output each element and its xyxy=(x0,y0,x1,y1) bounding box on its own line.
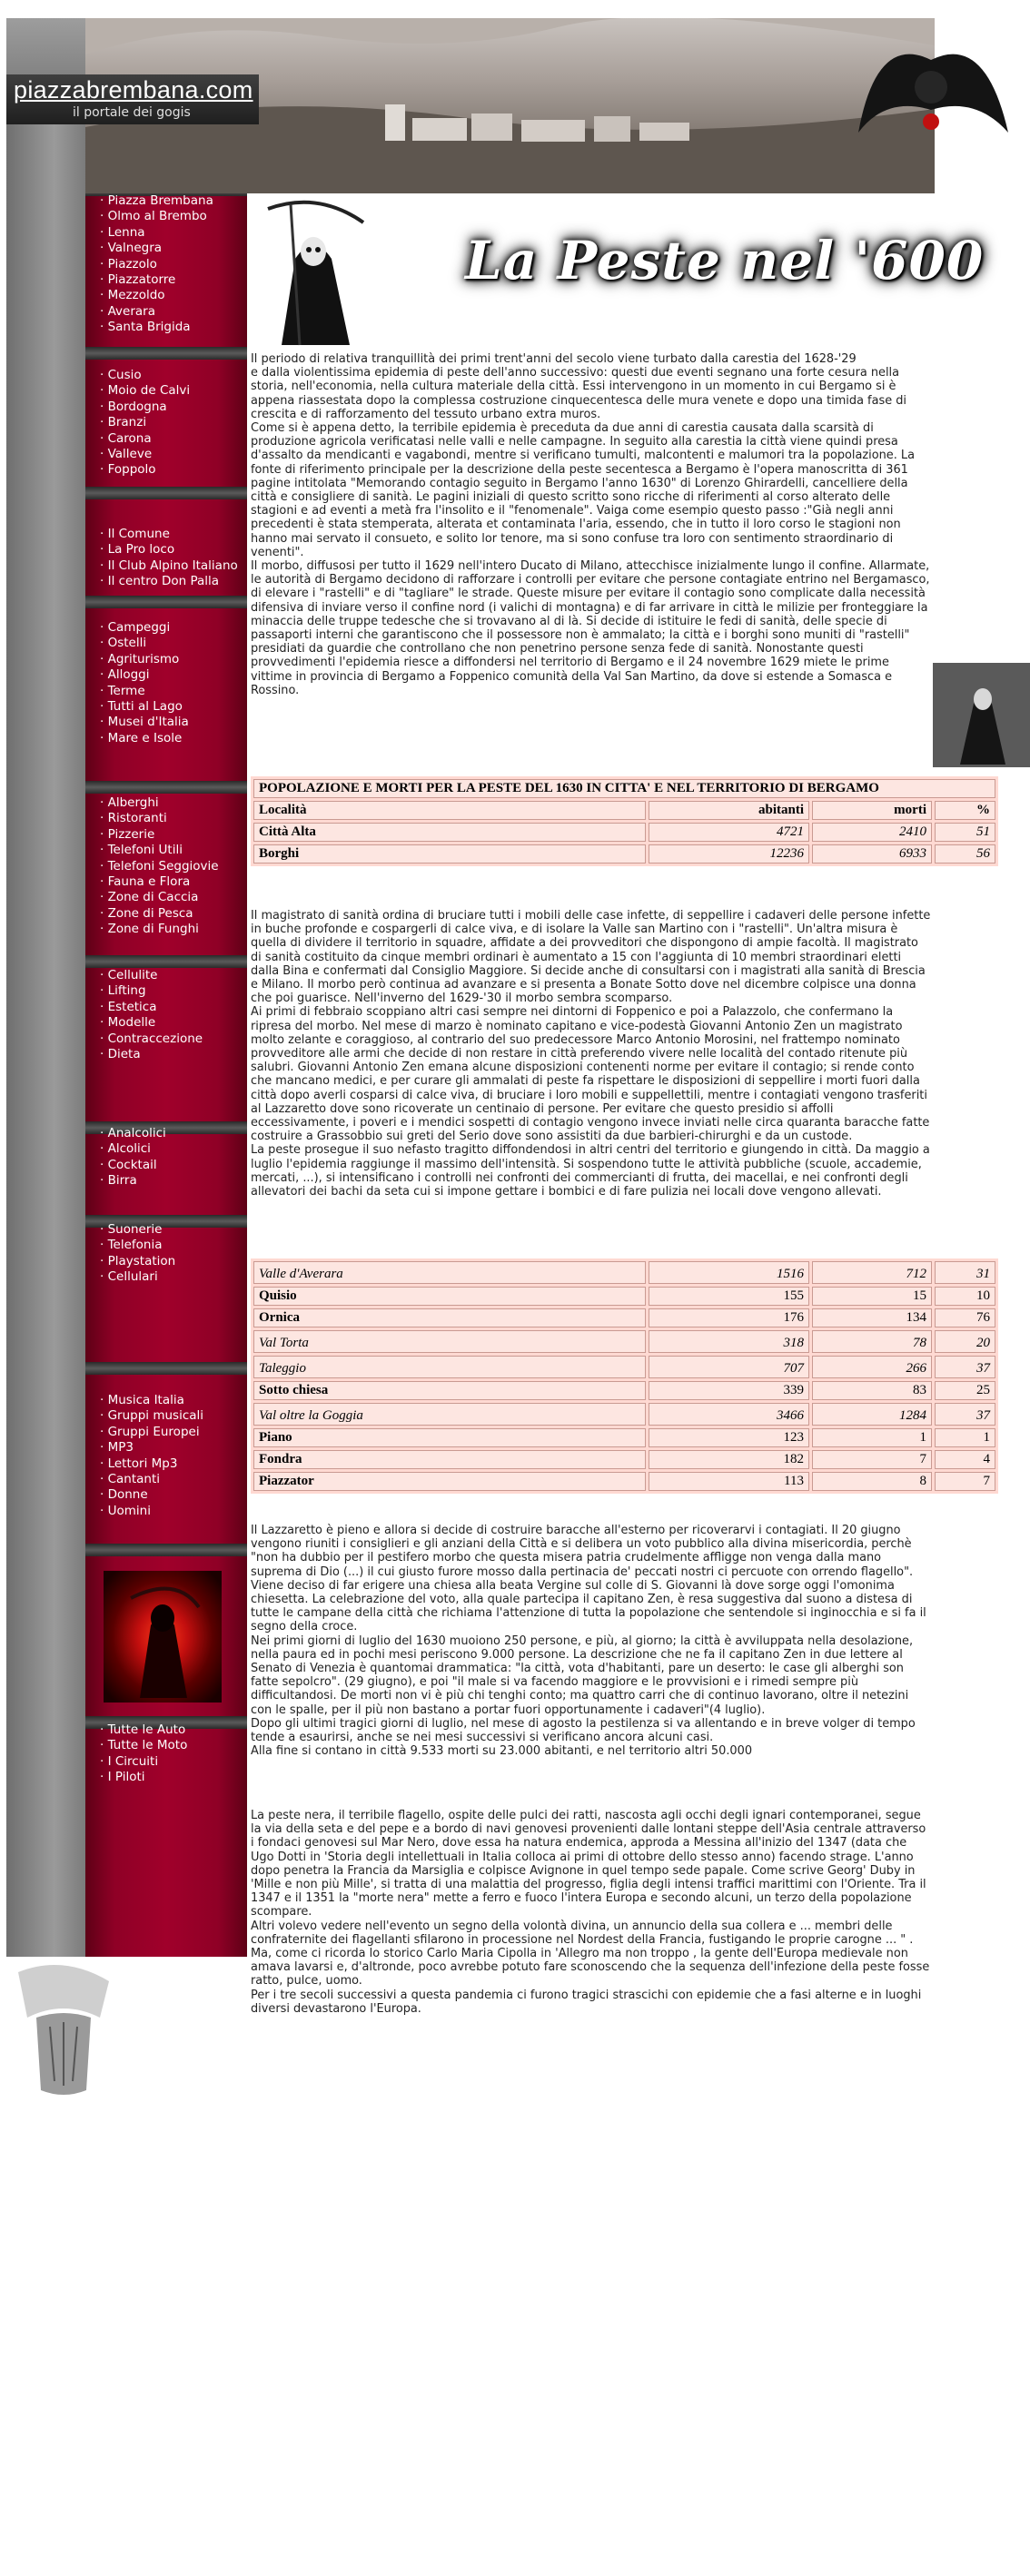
table-cell: 707 xyxy=(649,1356,809,1378)
table-row xyxy=(253,1450,995,1469)
text-section-1 xyxy=(251,352,932,697)
sidebar-item[interactable]: · Averara xyxy=(100,304,213,320)
sidebar-item[interactable]: · Lenna xyxy=(100,225,213,241)
table-cell: 318 xyxy=(649,1330,809,1353)
sidebar-item[interactable]: · La Pro loco xyxy=(100,542,238,558)
column-header-deaths: morti xyxy=(812,801,932,820)
table-row xyxy=(253,1356,995,1378)
sidebar-item[interactable]: · Cocktail xyxy=(100,1158,166,1173)
table-cell: 31 xyxy=(935,1261,995,1284)
table-cell: 7 xyxy=(812,1450,932,1469)
table-cell: 15 xyxy=(812,1287,932,1306)
sidebar-item[interactable]: · Cellulite xyxy=(100,968,203,983)
sidebar-item[interactable]: · Il centro Don Palla xyxy=(100,574,238,589)
nav-separator xyxy=(85,781,247,794)
nav-separator xyxy=(85,347,247,360)
table-cell: 123 xyxy=(649,1428,809,1447)
table-cell: 7 xyxy=(935,1472,995,1491)
table-cell: Borghi xyxy=(253,844,646,864)
population-deaths-table xyxy=(251,776,998,866)
table-cell: 51 xyxy=(935,823,995,842)
paragraph: Ai primi di febbraio scoppiano altri casi sempre nei dintorni di Foppenico e poi a Palazzolo, che confermano la ripresa del morbo. Nel mese di marzo è nominato capitano e vice-podestà Giovanni Antonio Zen un magistrato molto zelante e coraggioso, al contrario del suo predecessore Marco Antonio Morosini, nel frattempo nominato provveditore alle armi che decide di non restare in città preferendo vivere nelle località del contado ritenute più salubri. Giovanni Antonio Zen emana alcune disposizioni contenenti norme per evitare il contagio; si rende conto che mancano medici, e per curare gli ammalati di peste fa rispettare le disposizioni di seppellire i morti fuori dalla città dopo averli cosparsi di calce viva, di bruciare i loro mobili e suppellettili, mentre i contagiati vengono trasferiti al Lazzaretto dove sono ricoverate un centinaio di persone. Per evitare che questo presidio si affolli eccessivamente, i poveri e i mendici sospetti di contagio vengono invece inviati nelle circa quaranta baracche fatte costruire a Grassobbio sui greti del Serio dove sono assistiti da due barbieri-chirurghi e da un custode. xyxy=(251,1005,930,1144)
nav-group-music xyxy=(100,1393,203,1519)
table-row xyxy=(253,823,995,842)
table-cell: Fondra xyxy=(253,1450,646,1469)
paragraph: Il morbo, diffusosi per tutto il 1629 nell'intero Ducato di Milano, attecchisce inizialmente lungo il confine. Allarmate, le autorità di Bergamo decidono di rafforzare i controlli per evitare che persone contagiate entrino nel Bergamasco, di elevare i "rastelli" e di "tagliare" le strade. Queste misure per evitare il contagio sono complicate dalla necessità difensiva di inviare verso il confine nord (i valichi di montagna) e di far arrivare in città le milizie per fronteggiare la minaccia delle truppe tedesche che si trovavano al di là. Si decide di istituire le fedi di sanità, delle specie di passaporti interni che garantiscono che il possessore non è ammalato; la città e i borghi sono muniti di "rastelli" presidiati da guardie che controllano che non penetrino persone senza fede di sanità. Nonostante questi provvedimenti l'epidemia riesce a diffondersi nel territorio di Bergamo e il 24 novembre 1629 miete le prime vittime in provincia di Bergamo a Foppenico comunità della Val San Martino, da dove si estende a Somasca e Rossino. xyxy=(251,559,930,697)
sidebar-item[interactable]: · Terme xyxy=(100,684,189,699)
sidebar-item[interactable]: · Fauna e Flora xyxy=(100,874,219,890)
site-subtitle: il portale dei gogis xyxy=(73,105,191,120)
table-caption: POPOLAZIONE E MORTI PER LA PESTE DEL 1630 IN CITTA' E NEL TERRITORIO DI BERGAMO xyxy=(253,779,995,798)
table-cell: 1284 xyxy=(812,1403,932,1426)
sidebar-item[interactable]: · Dieta xyxy=(100,1047,203,1062)
table-cell: 113 xyxy=(649,1472,809,1491)
nav-group-institutions xyxy=(100,527,238,590)
sidebar-item[interactable]: · Cantanti xyxy=(100,1472,203,1487)
left-gray-rail xyxy=(6,18,86,1957)
sidebar-item[interactable]: · Musica Italia xyxy=(100,1393,203,1408)
sidebar-item[interactable]: · MP3 xyxy=(100,1440,203,1456)
sidebar-item[interactable]: · Il Club Alpino Italiano xyxy=(100,558,238,574)
table-row xyxy=(253,844,995,864)
table-cell: 56 xyxy=(935,844,995,864)
table-cell: 712 xyxy=(812,1261,932,1284)
table-cell: Valle d'Averara xyxy=(253,1261,646,1284)
sidebar xyxy=(85,18,247,1957)
table-cell: Città Alta xyxy=(253,823,646,842)
table-cell: 4721 xyxy=(649,823,809,842)
sidebar-item[interactable]: · Alberghi xyxy=(100,795,219,811)
site-brand[interactable] xyxy=(6,74,259,124)
sidebar-item[interactable]: · Campeggi xyxy=(100,620,189,636)
sidebar-item[interactable]: · Cellulari xyxy=(100,1269,175,1285)
table-cell: 1 xyxy=(935,1428,995,1447)
table-row xyxy=(253,1403,995,1426)
text-section-2 xyxy=(251,909,932,1199)
sidebar-item[interactable]: · Playstation xyxy=(100,1254,175,1269)
sidebar-item[interactable]: · Piazza Brembana xyxy=(100,193,213,209)
title-block xyxy=(247,195,985,350)
sidebar-item[interactable]: · Olmo al Brembo xyxy=(100,209,213,224)
text-section-4 xyxy=(251,1809,932,2016)
table-cell: 134 xyxy=(812,1308,932,1327)
sidebar-item[interactable]: · Zone di Pesca xyxy=(100,906,219,922)
sidebar-item[interactable]: · Gruppi musicali xyxy=(100,1408,203,1424)
table-cell: 3466 xyxy=(649,1403,809,1426)
sidebar-item[interactable]: · Piazzatorre xyxy=(100,272,213,288)
table-cell: 8 xyxy=(812,1472,932,1491)
sidebar-item[interactable]: · Tutte le Auto xyxy=(100,1722,187,1738)
table-cell: 37 xyxy=(935,1403,995,1426)
praying-hands-image xyxy=(0,1963,127,2099)
dark-angel-image xyxy=(849,24,1015,160)
table-cell: 76 xyxy=(935,1308,995,1327)
sidebar-item[interactable]: · Telefonia xyxy=(100,1238,175,1253)
sidebar-item[interactable]: · Lifting xyxy=(100,983,203,999)
sidebar-item[interactable]: · Branzi xyxy=(100,415,190,430)
sidebar-item[interactable]: · Uomini xyxy=(100,1504,203,1519)
table-cell: 176 xyxy=(649,1308,809,1327)
paragraph: e dalla violentissima epidemia di peste dell'anno successivo: questi due eventi segnano una forte cesura nella storia, nell'economia, nella cultura materiale della città. Essi intervengono in un momento in cui Bergamo si è appena riassestata dopo la complessa costruzione cinquecentesca delle mura venete e dopo una timida fase di crescita e di rafforzamento del tessuto urbano extra muros. xyxy=(251,366,907,421)
nav-separator xyxy=(85,487,247,499)
sidebar-item[interactable]: · Valleve xyxy=(100,447,190,462)
sidebar-item[interactable]: · Lettori Mp3 xyxy=(100,1456,203,1472)
sidebar-item[interactable]: · Musei d'Italia xyxy=(100,715,189,730)
sidebar-item[interactable]: · Analcolici xyxy=(100,1126,166,1141)
sidebar-item[interactable]: · Estetica xyxy=(100,1000,203,1015)
table-row xyxy=(253,1472,995,1491)
sidebar-item[interactable]: · Foppolo xyxy=(100,462,190,478)
site-title-link[interactable]: piazzabrembana.com xyxy=(14,76,253,104)
sidebar-item[interactable]: · Carona xyxy=(100,431,190,447)
sidebar-item[interactable]: · Cusio xyxy=(100,368,190,383)
sidebar-item[interactable]: · Tutte le Moto xyxy=(100,1738,187,1753)
table-row xyxy=(253,1330,995,1353)
table-cell: Taleggio xyxy=(253,1356,646,1378)
table-cell: Val oltre la Goggia xyxy=(253,1403,646,1426)
sidebar-item[interactable]: · Agriturismo xyxy=(100,652,189,667)
sidebar-item[interactable]: · Tutti al Lago xyxy=(100,699,189,715)
sidebar-item[interactable]: · Piazzolo xyxy=(100,257,213,272)
text-section-3 xyxy=(251,1524,932,1758)
column-header-percent: % xyxy=(935,801,995,820)
sidebar-item[interactable]: · Valnegra xyxy=(100,241,213,256)
page-title: La Peste nel '600 xyxy=(465,230,985,291)
table-row xyxy=(253,1287,995,1306)
table-cell: 20 xyxy=(935,1330,995,1353)
table-row xyxy=(253,1308,995,1327)
table-cell: 6933 xyxy=(812,844,932,864)
table-cell: 155 xyxy=(649,1287,809,1306)
column-header-locality: Località xyxy=(253,801,646,820)
paragraph: La peste nera, il terribile flagello, ospite delle pulci dei ratti, nascosta agli occhi degli ignari contemporanei, segue la via della seta e del pepe e a bordo di navi genovesi provenienti dalle lontani steppe dell'Asia centrale attraverso i fondaci genovesi sul Mar Nero, dove essa ha natura endemica, approda a Messina all'inizio del 1347 (data che Ugo Dotti in 'Storia degli intellettuali in Italia colloca ai primi di ottobre dello stesso anno) facendo strage. L'anno dopo penetra la Francia da Marsiglia e colpisce Avignone in quel tempo sede papale. Come scrive Georg' Duby in 'Mille e non più Mille', si tratta di una malattia del progresso, figlia degli intensi traffici marittimi con l'Oriente. Tra il 1347 e il 1351 la "morte nera" mette a ferro e fuoco l'intera Europa e secondo alcuni, un terzo della popolazione scompare. xyxy=(251,1809,926,1920)
nav-group-motors xyxy=(100,1722,187,1786)
column-header-inhabitants: abitanti xyxy=(649,801,809,820)
sidebar-item[interactable]: · Il Comune xyxy=(100,527,238,542)
sidebar-item[interactable]: · Suonerie xyxy=(100,1222,175,1238)
nav-separator xyxy=(85,1544,247,1556)
sidebar-item[interactable]: · Ostelli xyxy=(100,636,189,651)
sidebar-item[interactable]: · Mezzoldo xyxy=(100,288,213,303)
table-cell: 25 xyxy=(935,1381,995,1400)
table-cell: Ornica xyxy=(253,1308,646,1327)
table-cell: Quisio xyxy=(253,1287,646,1306)
table-cell: 2410 xyxy=(812,823,932,842)
table-cell: 266 xyxy=(812,1356,932,1378)
nav-group-villages xyxy=(100,193,213,336)
paragraph: Altri volevo vedere nell'evento un segno della volontà divina, un annuncio della sua collera e ... membri delle confraternite dei flagellanti sfilarono in processione nel Nordest della Francia, fustigando le proprie carogne ... " . Ma, come ci ricorda lo storico Carlo Maria Cipolla in 'Allegro ma non troppo , la gente dell'Europa medievale non amava lavarsi e, d'altronde, poco avrebbe potuto fare sconoscendo che la sequenza dell'infezione della peste fosse ratto, pulce, uomo. xyxy=(251,1919,930,1989)
grim-reaper-thumbnail xyxy=(104,1571,222,1703)
sidebar-item[interactable]: · I Piloti xyxy=(100,1770,187,1785)
sidebar-item[interactable]: · Moio de Calvi xyxy=(100,383,190,399)
sidebar-item[interactable]: · Santa Brigida xyxy=(100,320,213,335)
table-row xyxy=(253,1428,995,1447)
sidebar-item[interactable]: · Contraccezione xyxy=(100,1031,203,1047)
sidebar-item[interactable]: · Zone di Funghi xyxy=(100,922,219,937)
sidebar-item[interactable]: · Pizzerie xyxy=(100,827,219,843)
nav-group-upper-valley xyxy=(100,368,190,479)
table-cell: 37 xyxy=(935,1356,995,1378)
nav-group-beauty xyxy=(100,968,203,1062)
table-cell: Sotto chiesa xyxy=(253,1381,646,1400)
table-cell: Piazzator xyxy=(253,1472,646,1491)
nav-group-phones xyxy=(100,1222,175,1286)
table-cell: 10 xyxy=(935,1287,995,1306)
table-cell: 182 xyxy=(649,1450,809,1469)
paragraph: Dopo gli ultimi tragici giorni di luglio, nel mese di agosto la pestilenza si va allentando e in breve volger di tempo tende a esaurirsi, anche se nei mesi successivi si verificano ancora alcuni casi. xyxy=(251,1716,916,1745)
table-cell: 1516 xyxy=(649,1261,809,1284)
table-cell: Piano xyxy=(253,1428,646,1447)
paragraph: La peste prosegue il suo nefasto tragitto diffondendosi in altri centri del territorio e giungendo in città. Da maggio a luglio l'epidemia raggiunge il massimo dell'intensità. Si sospendono tutte le attività pubbliche (scuole, accademie, mercati, ...), si intensificano i controlli nei confronti dei commercianti di frutta, dei macellai, e nei confronti degli allevatori dei bachi da seta cui si impone gettare i bombici e di fare pulizia nei locali dove vengono allevati. xyxy=(251,1143,930,1199)
sidebar-item[interactable]: · Bordogna xyxy=(100,400,190,415)
grim-reaper-title-image xyxy=(263,195,368,350)
nav-separator xyxy=(85,596,247,608)
sidebar-item[interactable]: · I Circuiti xyxy=(100,1754,187,1770)
sidebar-item[interactable]: · Modelle xyxy=(100,1015,203,1031)
nav-separator xyxy=(85,1362,247,1375)
nav-group-drinks xyxy=(100,1126,166,1189)
sidebar-item[interactable]: · Zone di Caccia xyxy=(100,890,219,905)
sidebar-item[interactable]: · Alcolici xyxy=(100,1141,166,1157)
table-cell: 339 xyxy=(649,1381,809,1400)
valley-deaths-table xyxy=(251,1258,998,1494)
paragraph: Il magistrato di sanità ordina di bruciare tutti i mobili delle case infette, di seppellire i cadaveri delle persone infette in buche profonde e cospargerli di calce viva, e di isolare la Valle san Martino con i "rastelli". Un'altra misura è quella di dividere il territorio in squadre, affidate a dei provveditori che dispongono di ampie facoltà. Il magistrato di sanità costituito da cinque membri ordinari è aumentato a 15 con l'aggiunta di 10 membri straordinari eletti dalla Bina e confermati dal Consiglio Maggiore. Si decide anche di consultarsi con i magistrati alla sanità di Brescia e Milano. Il morbo però continua ad avanzare e si presenta a Bonate Sotto dove nel dicembre colpisce una donna che poi guarisce. Nell'inverno del 1629-'30 il morbo sembra scomparso. xyxy=(251,909,931,1006)
paragraph: Il Lazzaretto è pieno e allora si decide di costruire baracche all'esterno per ricoverarvi i contagiati. Il 20 giugno vengono riuniti i consiglieri e gli anziani della Città e si delibera un voto pubblico alla divina misericordia, perchè "non ha dubbio per il pestifero morbo che questa misera patria crudelmente affligge non venga dalla mano suprema di Dio (...) il cui giusto furore mosso dalla pertinacia de' peccati nostri ci percuote con orrendo flagello". Viene deciso di far erigere una chiesa alla beata Vergine sul colle di S. Giovanni là dove sorge oggi l'omonima chiesetta. La celebrazione del voto, alla quale partecipa il capitano Zen, è resa suggestiva dal suono a distesa di tutte le campane della città che richiama l'attenzione di tutta la popolazione che sentendole si inginocchia e si fa il segno della croce. xyxy=(251,1524,926,1634)
sidebar-item[interactable]: · Telefoni Utili xyxy=(100,843,219,858)
table-cell: 1 xyxy=(812,1428,932,1447)
table-row xyxy=(253,1381,995,1400)
paragraph: Per i tre secoli successivi a questa pandemia ci furono tragici strascichi con epidemie che a fasi alterne e in luoghi diversi devastarono l'Europa. xyxy=(251,1988,922,2016)
nav-group-tourism xyxy=(100,620,189,746)
table-cell: 4 xyxy=(935,1450,995,1469)
paragraph: Come si è appena detto, la terribile epidemia è preceduta da due anni di carestia causata dalla scarsità di produzione agricola verificatasi nelle valli e nelle campagne. In seguito alla carestia la città viene quindi presa d'assalto da mendicanti e vagabondi, mentre si verificano tumulti, malcontenti e malumori tra la popolazione. La fonte di riferimento principale per la descrizione della peste secentesca a Bergamo è l'opera manoscritta di 361 pagine intitolata "Memorando contagio seguito in Bergamo l'anno 1630" di Lorenzo Ghirardelli, cancelliere della città e consigliere di sanità. Le pagini iniziali di questo scritto sono ricche di riferimenti al corso alterato delle stagioni e ad eventi a metà fra l'insolito e il "fenomenale". Vaiga come esempio questo passo :"Già negli anni precedenti è stata stemperata, alterata et contaminata l'aria, essendo, che in tutto il loro corso le stagioni non hanno mai servato il consueto, e solito lor tenore, ma si sono confuse tra loro con sentimento straordinario di venenti". xyxy=(251,421,916,559)
sidebar-item[interactable]: · Telefoni Seggiovie xyxy=(100,859,219,874)
table-cell: Val Torta xyxy=(253,1330,646,1353)
paragraph: Il periodo di relativa tranquillità dei primi trent'anni del secolo viene turbato dalla carestia del 1628-'29 xyxy=(251,352,857,366)
table-cell: 12236 xyxy=(649,844,809,864)
table-row xyxy=(253,1261,995,1284)
nav-group-services xyxy=(100,795,219,938)
sidebar-item[interactable]: · Ristoranti xyxy=(100,811,219,826)
table-cell: 83 xyxy=(812,1381,932,1400)
sidebar-item[interactable]: · Birra xyxy=(100,1173,166,1189)
sidebar-item[interactable]: · Mare e Isole xyxy=(100,731,189,746)
grim-reaper-side-image xyxy=(933,663,1030,767)
sidebar-item[interactable]: · Alloggi xyxy=(100,667,189,683)
sidebar-item[interactable]: · Donne xyxy=(100,1487,203,1503)
table-cell: 78 xyxy=(812,1330,932,1353)
sidebar-item[interactable]: · Gruppi Europei xyxy=(100,1425,203,1440)
nav-separator xyxy=(85,955,247,968)
paragraph: Alla fine si contano in città 9.533 morti su 23.000 abitanti, e nel territorio altri 50.000 xyxy=(251,1744,753,1759)
paragraph: Nei primi giorni di luglio del 1630 muoiono 250 persone, e più, al giorno; la città è avviluppata nella desolazione, nella paura ed in pochi mesi periscono 9.000 persone. La descrizione che ne fa il capitano Zen in due lettere al Senato di Venezia è quantomai drammatica: "la città, vota d'habitanti, pare un deserto: le case gli alberghi son fatte sepolcro". (29 giugno), e poi "il male si va facendo maggiore e le provvisioni e i rimedi sempre più difficultandosi. De morti non vi è più chi tenghi conto; ma quattro carri che di continuo lavorano, oltre il netezini con le spalle, per il più non bastano a portar fuori opportunamente i cadaveri"(4 luglio). xyxy=(251,1633,914,1717)
